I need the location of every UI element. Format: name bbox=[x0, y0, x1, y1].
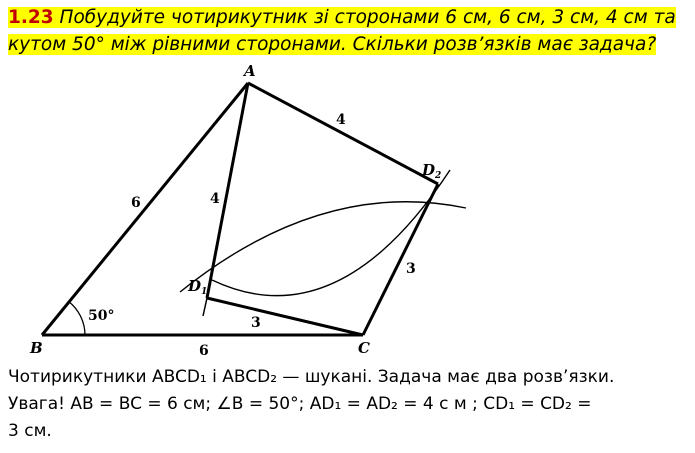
side-CD1 bbox=[207, 298, 363, 335]
task-text-line1: Побудуйте чотирикутник зі сторонами 6 см, 6 см, 3 см, 4 см та bbox=[53, 7, 676, 28]
answer-line2: Увага! AB = BC = 6 см; ∠B = 50°; AD₁ = AD₂ = 4 с м ; CD₁ = CD₂ = bbox=[8, 394, 592, 414]
task-number: 1.23 bbox=[8, 7, 54, 28]
answer-block bbox=[8, 364, 693, 445]
angle-arc-B bbox=[68, 301, 85, 335]
side-CD2 bbox=[363, 184, 438, 335]
answer-line3: 3 см. bbox=[8, 421, 52, 441]
vertex-label-D1 bbox=[187, 277, 207, 297]
answer-line1: Чотирикутники ABCD₁ і ABCD₂ — шукані. Задача має два розв’язки. bbox=[8, 367, 615, 387]
vertex-label-C: C bbox=[358, 339, 370, 357]
vertex-label-A: A bbox=[244, 62, 256, 80]
length-label-BA: 6 bbox=[131, 195, 141, 211]
length-label-AD1: 4 bbox=[210, 191, 220, 207]
length-label-CD2: 3 bbox=[406, 261, 416, 277]
vertex-label-D2-sub: 2 bbox=[435, 171, 442, 181]
vertex-label-D1-letter: D bbox=[188, 277, 202, 295]
vertex-label-D2 bbox=[421, 161, 441, 181]
task-text-line2: кутом 50° між рівними сторонами. Скільки розв’язків має задача? bbox=[8, 34, 657, 55]
length-label-CD1: 3 bbox=[251, 315, 261, 331]
vertex-label-D1-sub: 1 bbox=[201, 287, 208, 297]
extension-AD1 bbox=[203, 298, 207, 316]
vertex-label-B: B bbox=[30, 339, 43, 357]
side-BA bbox=[42, 83, 248, 335]
angle-label-B: 50° bbox=[88, 308, 115, 324]
vertex-label-D2-letter: D bbox=[422, 161, 436, 179]
side-AD2 bbox=[248, 83, 438, 184]
length-label-AD2: 4 bbox=[336, 112, 346, 128]
length-label-BC: 6 bbox=[199, 343, 209, 359]
